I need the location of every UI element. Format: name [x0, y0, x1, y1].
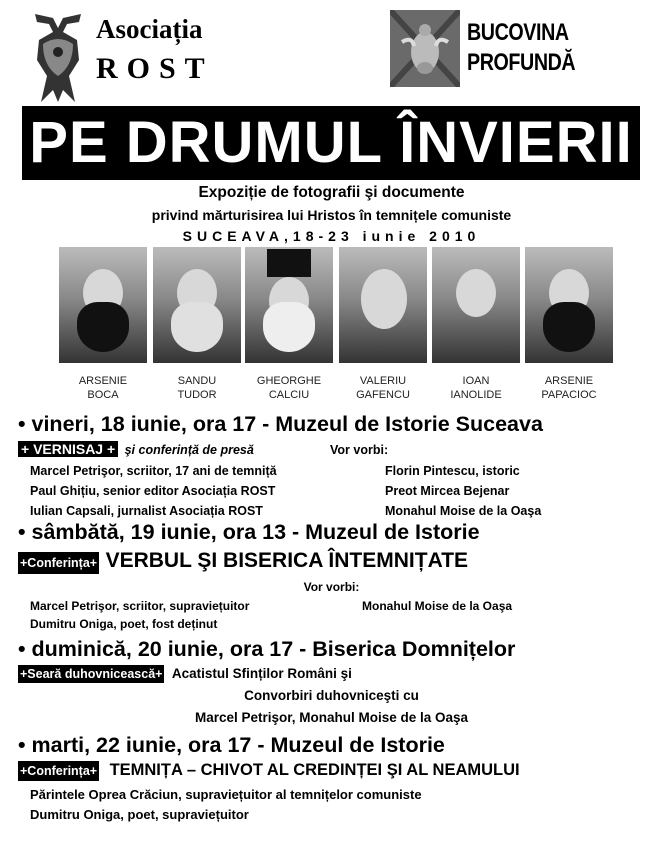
speaker: Paul Ghițiu, senior editor Asociația ROST: [30, 484, 276, 498]
event-tag: +Conferința+: [18, 552, 99, 574]
event-tag: +Conferința+: [18, 761, 99, 781]
event-tag-row: [18, 665, 352, 683]
partner-name-line1: BUCOVINA: [467, 19, 569, 46]
org-name-line2: ROST: [96, 52, 214, 85]
speaker: Preot Mircea Bejenar: [385, 484, 510, 498]
event-heading: • sâmbătă, 19 iunie, ora 13 - Muzeul de Istorie: [18, 520, 480, 544]
event-topic: Convorbiri duhovniceşti cu: [244, 688, 419, 703]
event-topic: Acatistul Sfinților Români şi: [171, 666, 352, 681]
portrait-name: ARSENIE PAPACIOC: [541, 375, 597, 401]
event-tag-row: [18, 761, 520, 780]
event-tag-row: [18, 441, 254, 459]
speaker: Iulian Capsali, jurnalist Asociația ROST: [30, 504, 263, 518]
portrait-photo: [245, 247, 333, 363]
speaker: Marcel Petrişor, scriitor, 17 ani de temniță: [30, 464, 277, 478]
event-topic: Marcel Petrişor, Monahul Moise de la Oaşa: [194, 710, 469, 725]
partner-name-line2: PROFUNDĂ: [467, 49, 576, 76]
speaker: Monahul Moise de la Oaşa: [362, 599, 513, 613]
portrait-name: VALERIU GAFENCU: [356, 375, 410, 401]
event-topic: TEMNIȚA – CHIVOT AL CREDINȚEI ŞI AL NEAMULUI: [109, 761, 520, 779]
subtitle-line2: privind mărturisirea lui Hristos în temnițele comuniste: [151, 207, 512, 223]
event-tag: +Seară duhovnicească+: [20, 667, 163, 681]
portrait-photo: [59, 247, 147, 363]
org-name-line1: Asociația: [96, 14, 203, 44]
event-tag: + VERNISAJ +: [18, 441, 118, 457]
event-tag-note: şi conferință de presă: [124, 443, 254, 457]
speaker: Dumitru Oniga, poet, fost deținut: [30, 617, 218, 631]
partner-name: [467, 18, 575, 78]
subtitle-date-location: SUCEAVA,18-23 iunie 2010: [182, 228, 481, 244]
portrait-photo: [153, 247, 241, 363]
portrait-name: GHEORGHE CALCIU: [256, 375, 322, 401]
speaker: Florin Pintescu, istoric: [385, 464, 520, 478]
page-title: PE DRUMUL ÎNVIERII: [22, 106, 640, 180]
event-heading: • duminică, 20 iunie, ora 17 - Biserica Domnițelor: [18, 637, 516, 661]
event-topic: VERBUL ŞI BISERICA ÎNTEMNIȚATE: [105, 549, 469, 572]
event-heading: • vineri, 18 iunie, ora 17 - Muzeul de Istorie Suceava: [18, 412, 543, 436]
speaker: Monahul Moise de la Oaşa: [385, 504, 542, 518]
event-tag-row: [18, 549, 468, 573]
portrait-name: ARSENIE BOCA: [78, 375, 128, 401]
speakers-label: Vor vorbi:: [303, 580, 360, 594]
speaker: Marcel Petrişor, scriitor, supraviețuitor: [30, 599, 250, 613]
portrait-photo: [339, 247, 427, 363]
subtitle-line1: Expoziție de fotografii şi documente: [198, 184, 465, 201]
portrait-name: IOAN IANOLIDE: [450, 375, 502, 401]
event-heading: • marti, 22 iunie, ora 17 - Muzeul de Istorie: [18, 733, 445, 757]
portrait-name: SANDU TUDOR: [177, 375, 217, 401]
portrait-photo: [525, 247, 613, 363]
aurochs-head-icon: [390, 10, 460, 87]
portrait-photo: [432, 247, 520, 363]
speaker: Părintele Oprea Crăciun, supraviețuitor al temnițelor comuniste: [30, 787, 422, 802]
rost-emblem-icon: [33, 10, 83, 106]
speakers-label: Vor vorbi:: [330, 443, 389, 457]
speaker: Dumitru Oniga, poet, supraviețuitor: [30, 807, 249, 822]
